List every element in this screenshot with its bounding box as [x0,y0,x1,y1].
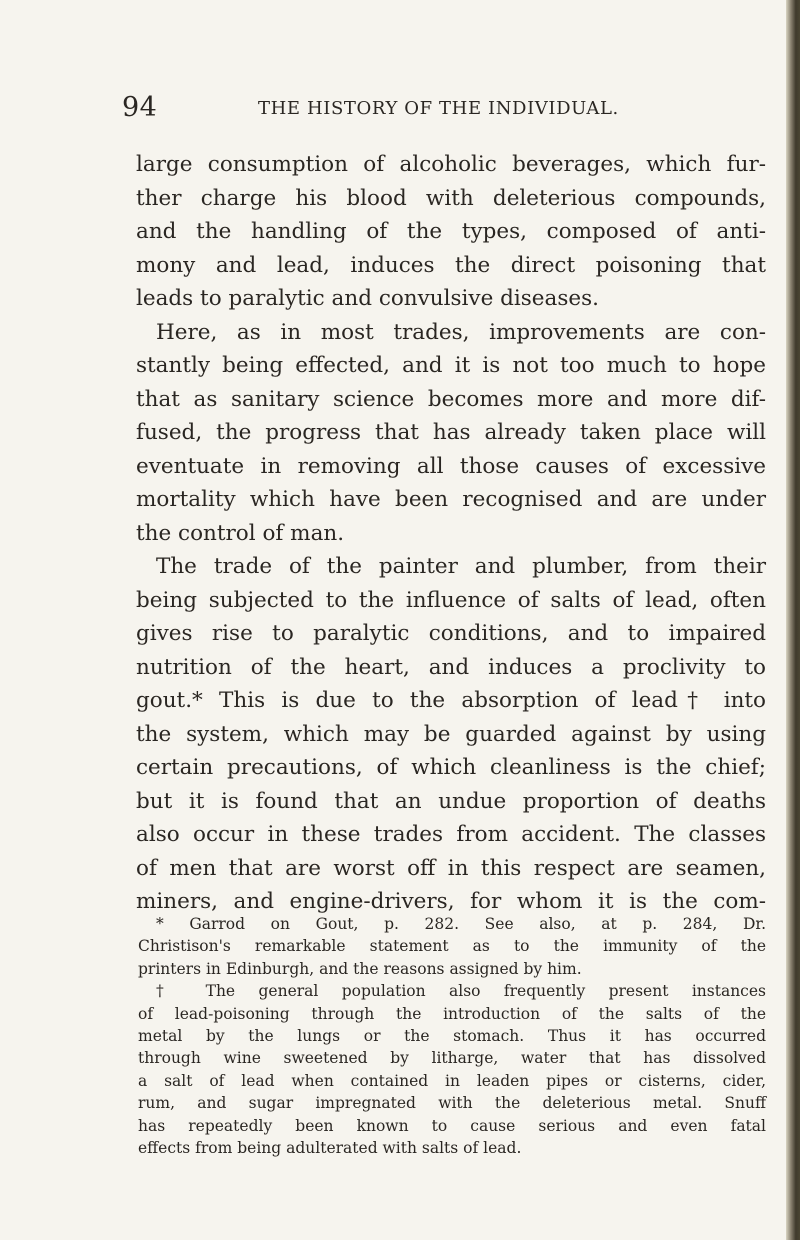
footnote-line: Christison's remarkable statement as to the immunity of the [138,937,766,956]
page-number: 94 [122,92,158,123]
footnote-line: * Garrod on Gout, p. 282. See also, at p. 284, Dr. [156,915,766,933]
body-text [136,148,766,919]
body-line: stantly being effected, and it is not too much to hope [136,353,766,378]
body-line: but it is found that an undue proportion of deaths [136,788,766,814]
footnote-line: has repeatedly been known to cause serious and even fatal [138,1116,766,1135]
footnote-line: rum, and sugar impregnated with the deleterious metal. Snuff [138,1094,766,1113]
body-line: leads to paralytic and convulsive diseases. [136,286,599,311]
footnote-line: printers in Edinburgh, and the reasons assigned by him. [138,959,582,978]
body-line: and the handling of the types, composed of anti- [136,219,766,244]
body-line: ther charge his blood with deleterious compounds, [136,185,766,211]
page-edge-shadow [786,0,800,1240]
body-line: certain precautions, of which cleanliness is the chief; [136,755,766,780]
page-header [0,92,800,132]
body-line: of men that are worst off in this respect are seamen, [136,855,766,881]
body-line: Here, as in most trades, improvements are con- [156,319,766,345]
footnote-line: of lead-poisoning through the introduction of the salts of the [138,1004,766,1023]
body-line: mony and lead, induces the direct poisoning that [136,252,766,278]
running-title: THE HISTORY OF THE INDIVIDUAL. [258,98,619,119]
footnote-line: a salt of lead when contained in leaden pipes or cisterns, cider, [138,1071,766,1090]
footnotes [138,913,766,1159]
body-line: The trade of the painter and plumber, from their [156,554,766,579]
footnote-line: † The general population also frequently present instances [156,982,766,1001]
body-line: also occur in these trades from accident. The classes [136,822,766,847]
body-line: fused, the progress that has already taken place will [136,420,766,445]
body-line: large consumption of alcoholic beverages, which fur- [136,152,766,177]
footnote-line: effects from being adulterated with salts of lead. [138,1139,522,1158]
body-line: that as sanitary science becomes more and more dif- [136,386,766,412]
footnote-line: metal by the lungs or the stomach. Thus it has occurred [138,1027,766,1046]
body-line: the control of man. [136,520,345,546]
body-line: miners, and engine-drivers, for whom it is the com- [136,889,766,914]
body-line: eventuate in removing all those causes of excessive [136,453,766,479]
body-line: being subjected to the influence of salts of lead, often [136,587,766,613]
body-line: the system, which may be guarded against by using [136,721,766,747]
body-line: gout.* This is due to the absorption of lead† into [136,688,766,713]
body-line: mortality which have been recognised and are under [136,487,766,512]
body-line: gives rise to paralytic conditions, and to impaired [136,621,766,646]
footnote-line: through wine sweetened by litharge, water that has dissolved [138,1049,766,1068]
body-line: nutrition of the heart, and induces a proclivity to [136,654,766,680]
